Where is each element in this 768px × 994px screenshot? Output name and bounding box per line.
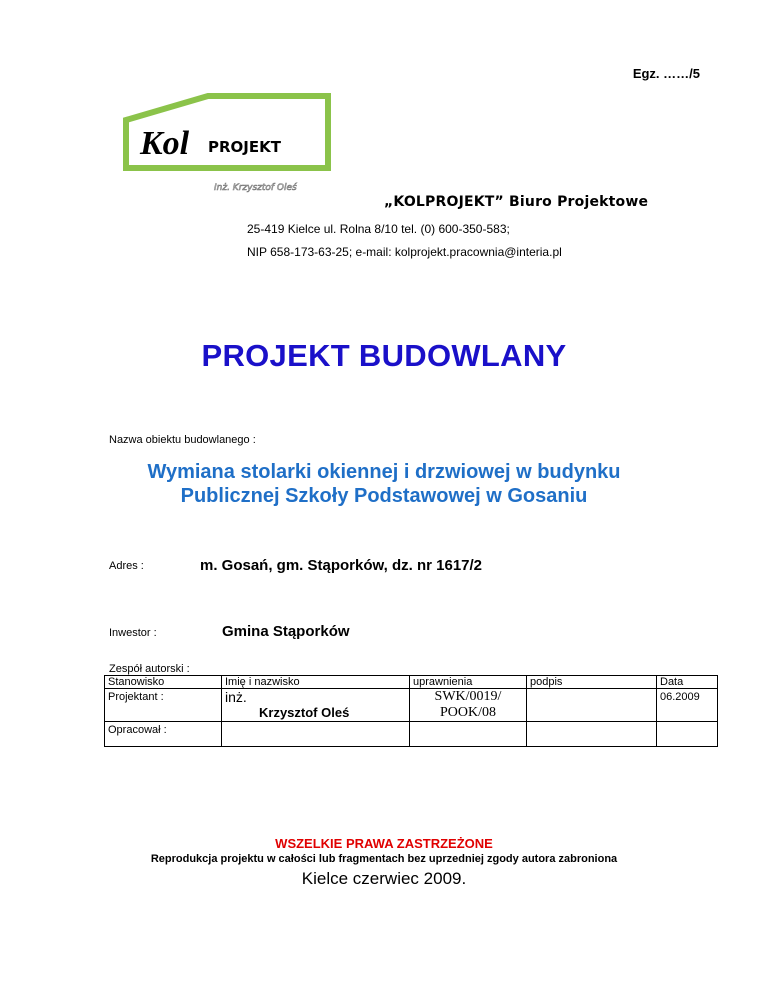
object-name bbox=[100, 460, 668, 508]
svg-text:Inż. Krzysztof Oleś: Inż. Krzysztof Oleś bbox=[214, 183, 297, 193]
table-row bbox=[105, 689, 718, 722]
object-name-label: Nazwa obiektu budowlanego : bbox=[109, 434, 256, 446]
company-name: „KOLPROJEKT” Biuro Projektowe bbox=[384, 194, 649, 210]
license-line2: POOK/08 bbox=[439, 705, 496, 720]
prepared-date-cell bbox=[657, 722, 718, 747]
header-date: Data bbox=[657, 676, 718, 689]
address-value: m. Gosań, gm. Stąporków, dz. nr 1617/2 bbox=[200, 557, 483, 574]
kolprojekt-logo bbox=[122, 92, 334, 204]
license-cell bbox=[410, 689, 527, 722]
prepared-name-cell bbox=[222, 722, 410, 747]
reproduction-notice: Reprodukcja projektu w całości lub fragmentach bez uprzedniej zgody autora zabroniona bbox=[150, 853, 618, 865]
designer-title: inż. bbox=[225, 689, 247, 705]
designer-name: Krzysztof Oleś bbox=[259, 705, 350, 720]
place-and-date: Kielce czerwiec 2009. bbox=[301, 869, 467, 888]
header-name: Imię i nazwisko bbox=[222, 676, 410, 689]
table-row bbox=[105, 722, 718, 747]
role-designer: Projektant : bbox=[105, 689, 222, 722]
company-address: 25-419 Kielce ul. Rolna 8/10 tel. (0) 600-350-583; bbox=[247, 222, 510, 236]
team-table bbox=[104, 675, 718, 747]
prepared-license-cell bbox=[410, 722, 527, 747]
svg-text:PROJEKT: PROJEKT bbox=[208, 138, 281, 156]
document-title: PROJEKT BUDOWLANY bbox=[201, 338, 567, 373]
header-license: uprawnienia bbox=[410, 676, 527, 689]
svg-text:Kol: Kol bbox=[140, 125, 190, 162]
license-line1: SWK/0019/ bbox=[434, 689, 502, 704]
role-prepared-by: Opracował : bbox=[105, 722, 222, 747]
prepared-signature-cell bbox=[527, 722, 657, 747]
object-name-line2: Publicznej Szkoły Podstawowej w Gosaniu bbox=[180, 485, 588, 507]
investor-label: Inwestor : bbox=[109, 627, 157, 639]
header-signature: podpis bbox=[527, 676, 657, 689]
investor-value: Gmina Stąporków bbox=[222, 623, 350, 640]
team-label: Zespół autorski : bbox=[109, 663, 190, 675]
header-role: Stanowisko bbox=[105, 676, 222, 689]
signature-cell bbox=[527, 689, 657, 722]
company-nip-email: NIP 658-173-63-25; e-mail: kolprojekt.pracownia@interia.pl bbox=[247, 245, 562, 259]
address-label: Adres : bbox=[109, 560, 144, 572]
designer-name-cell bbox=[222, 689, 410, 722]
designer-date: 06.2009 bbox=[657, 689, 718, 722]
object-name-line1: Wymiana stolarki okiennej i drzwiowej w budynku bbox=[147, 461, 621, 483]
copy-number: Egz. ……/5 bbox=[632, 66, 700, 81]
rights-reserved: WSZELKIE PRAWA ZASTRZEŻONE bbox=[275, 836, 493, 851]
table-header-row bbox=[105, 676, 718, 689]
